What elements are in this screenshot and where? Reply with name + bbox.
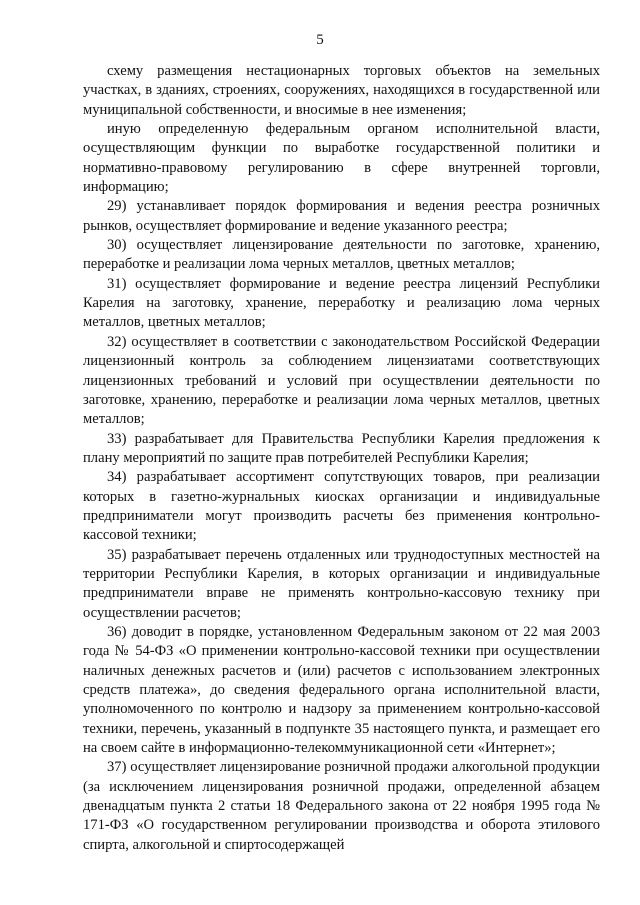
paragraph-item-37: 37) осуществляет лицензирование розничной продажи алкогольной продукции (за исключением лицензирования розничной продажи, определенной абзацем двенадцатым пункта 2 статьи 18 Федерального закона от 22 ноября 1995 года № 171-ФЗ «О государственном регулировании производства и оборота этилового спирта, алкогольной и спиртосодержащей (83, 759, 600, 853)
page-number: 5 (316, 32, 324, 48)
paragraph-item-36: 36) доводит в порядке, установленном Федеральным законом от 22 мая 2003 года № 54-ФЗ «О применении контрольно-кассовой техники при осуществлении наличных денежных расчетов и (или) расчетов с использованием электронных средств платежа», до сведения федерального органа исполнительной власти, уполномоченного по контролю и надзору за применением контрольно-кассовой техники, перечень, указанный в подпункте 35 настоящего пункта, и размещает его на своем сайте в информационно-телекоммуникационной сети «Интернет»; (83, 623, 600, 757)
paragraph-item-32: 32) осуществляет в соответствии с законодательством Российской Федерации лицензионный контроль за соблюдением лицензиатами соответствующих лицензионных требований и условий при осуществлении деятельности по заготовке, хранению, переработке и реализации лома черных металлов, цветных металлов; (83, 333, 600, 428)
paragraph-item-33: 33) разрабатывает для Правительства Республики Карелия предложения к плану мероприятий по защите прав потребителей Республики Карелия; (83, 430, 600, 466)
paragraph-item-29: 29) устанавливает порядок формирования и ведения реестра розничных рынков, осуществляет формирование и ведение указанного реестра; (83, 198, 600, 234)
paragraph-item-30: 30) осуществляет лицензирование деятельности по заготовке, хранению, переработке и реализации лома черных металлов, цветных металлов; (83, 237, 600, 273)
paragraph-item-31: 31) осуществляет формирование и ведение реестра лицензий Республики Карелия на заготовку, хранение, переработку и реализацию лома черных металлов, цветных металлов; (83, 275, 600, 331)
paragraph-nonstationary-objects-scheme: схему размещения нестационарных торговых объектов на земельных участках, в зданиях, строениях, сооружениях, находящихся в государственной или муниципальной собственности, и вносимые в нее изменения; (83, 63, 600, 118)
paragraph-item-35: 35) разрабатывает перечень отдаленных или труднодоступных местностей на территории Республики Карелия, в которых организации и индивидуальные предприниматели вправе не применять контрольно-кассовую технику при осуществлении расчетов; (83, 546, 600, 621)
document-body (83, 62, 600, 855)
paragraph-other-information: иную определенную федеральным органом исполнительной власти, осуществляющим функции по выработке государственной политики и нормативно-правовому регулированию в сфере внутренней торговли, информацию; (83, 121, 600, 196)
paragraph-item-34: 34) разрабатывает ассортимент сопутствующих товаров, при реализации которых в газетно-журнальных киосках организации и индивидуальные предприниматели могут производить расчеты без применения контрольно-кассовой техники; (83, 469, 600, 544)
